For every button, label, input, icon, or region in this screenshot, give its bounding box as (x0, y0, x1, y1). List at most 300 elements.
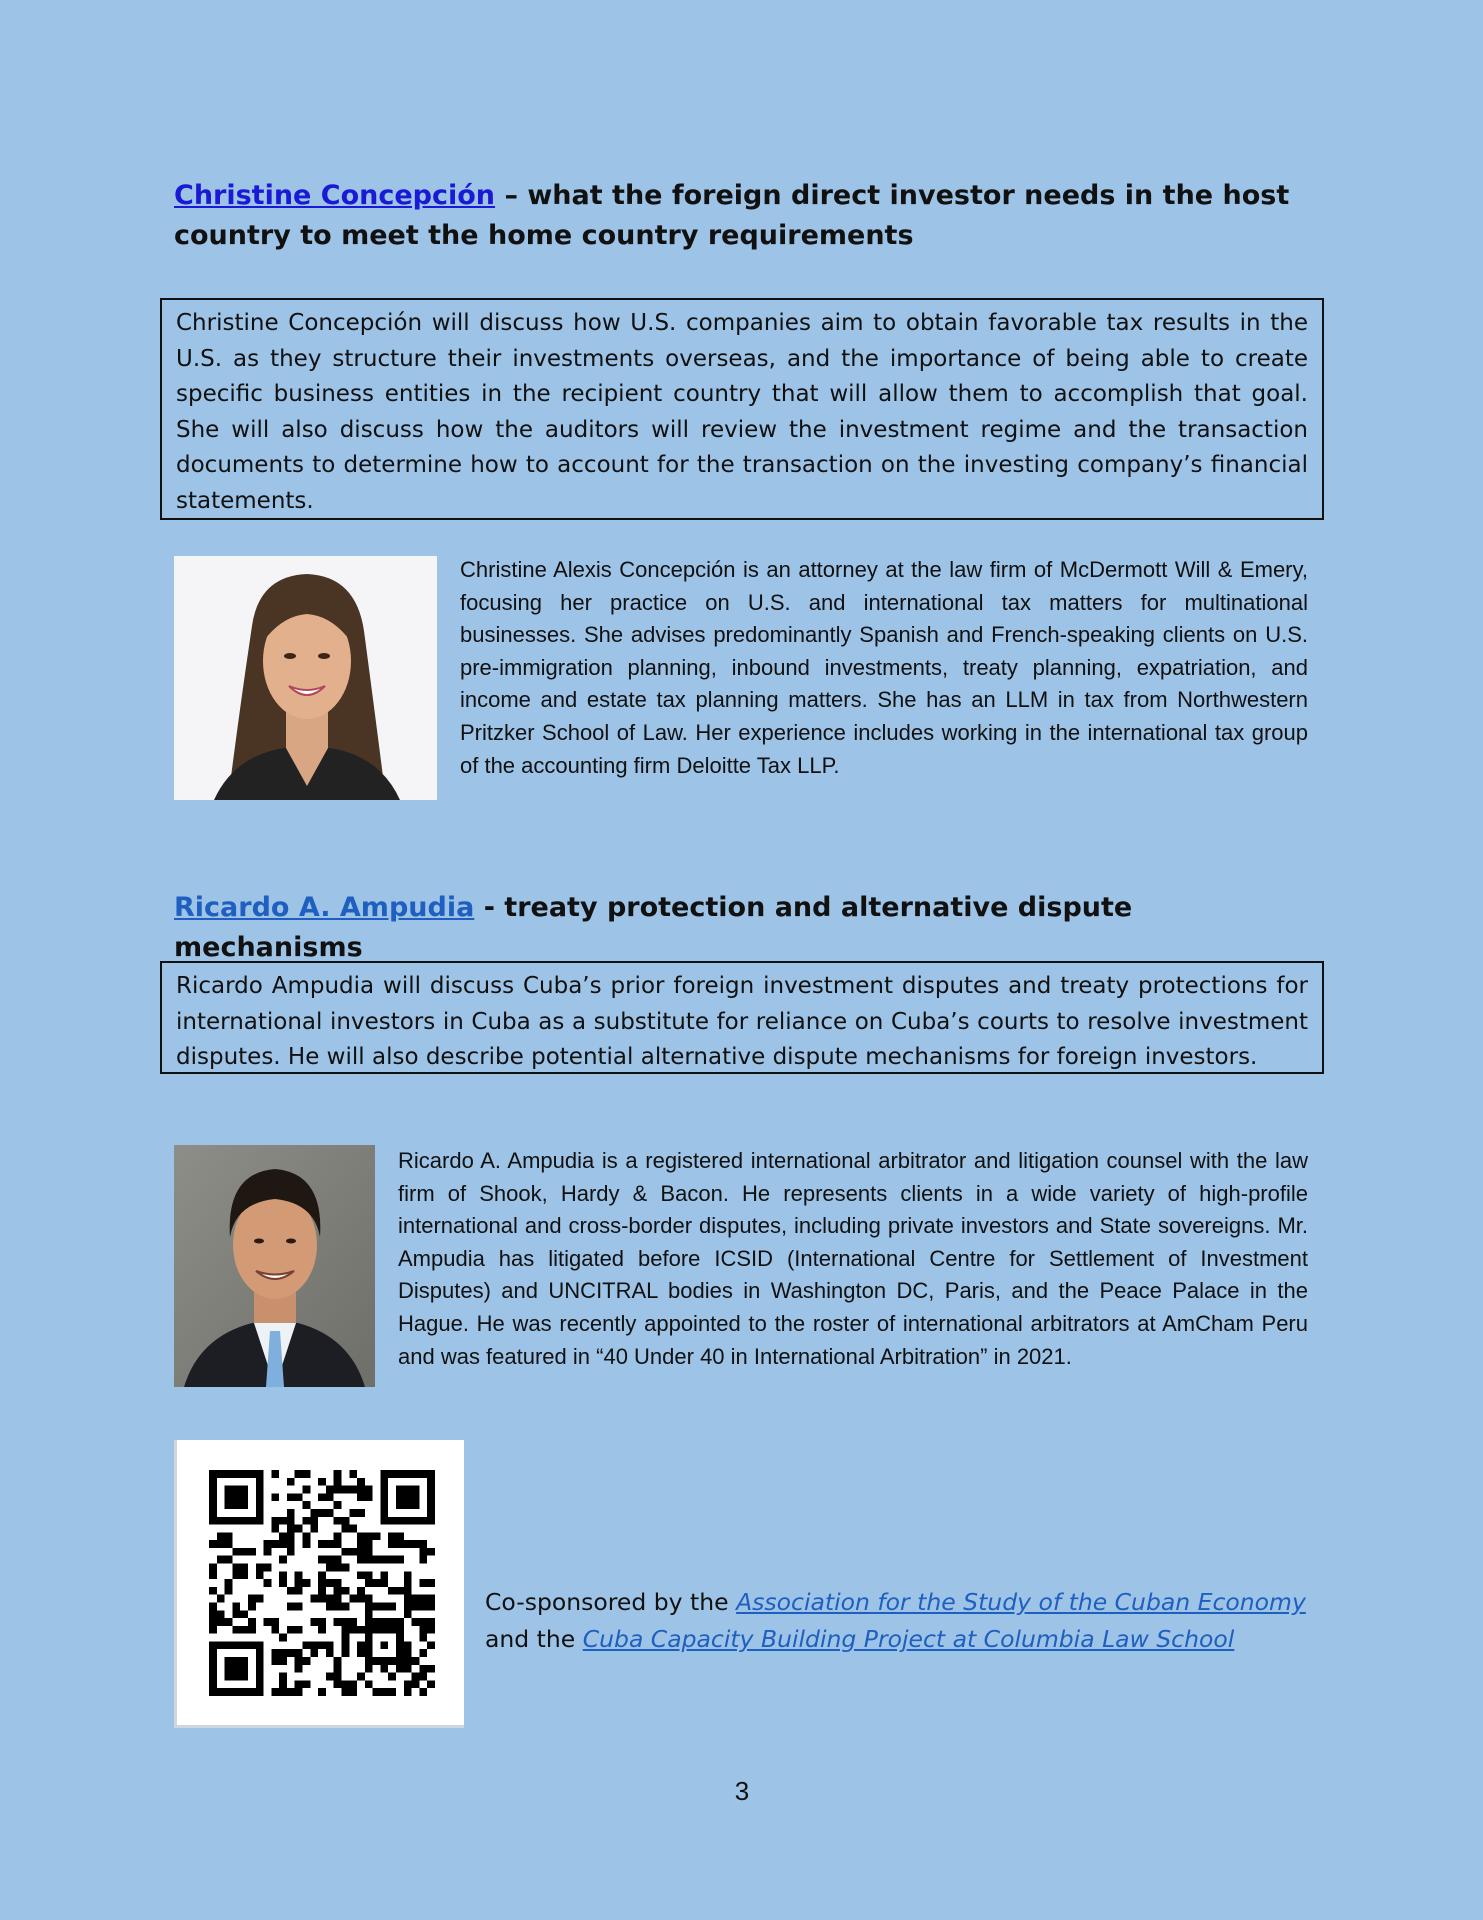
qr-module (365, 1532, 373, 1540)
qr-module (427, 1641, 435, 1649)
qr-module (404, 1571, 412, 1579)
qr-module (326, 1602, 334, 1610)
qr-module (240, 1486, 248, 1494)
qr-module (318, 1688, 326, 1696)
qr-module (256, 1649, 264, 1657)
qr-module (256, 1501, 264, 1509)
qr-module (388, 1602, 396, 1610)
qr-module (419, 1618, 427, 1626)
qr-module (287, 1525, 295, 1533)
qr-module (427, 1618, 435, 1626)
qr-module (388, 1556, 396, 1564)
qr-module (225, 1540, 233, 1548)
qr-module (209, 1641, 217, 1649)
qr-module (271, 1618, 279, 1626)
qr-module (225, 1579, 233, 1587)
qr-module (209, 1657, 217, 1665)
qr-module (427, 1579, 435, 1587)
qr-module (240, 1470, 248, 1478)
qr-module (419, 1688, 427, 1696)
qr-module (427, 1470, 435, 1478)
qr-module (341, 1641, 349, 1649)
qr-module (380, 1602, 388, 1610)
qr-module (217, 1595, 225, 1603)
qr-module (287, 1509, 295, 1517)
sponsors (485, 1584, 1325, 1658)
qr-module (349, 1509, 357, 1517)
qr-module (295, 1649, 303, 1657)
qr-module (334, 1517, 342, 1525)
qr-module (357, 1556, 365, 1564)
section1-heading (174, 176, 1314, 256)
qr-module (380, 1486, 388, 1494)
qr-module (404, 1602, 412, 1610)
qr-module (365, 1618, 373, 1626)
qr-module (404, 1657, 412, 1665)
qr-module (295, 1657, 303, 1665)
qr-module (365, 1595, 373, 1603)
qr-module (240, 1657, 248, 1665)
qr-module (419, 1556, 427, 1564)
qr-module (318, 1556, 326, 1564)
qr-module (303, 1532, 311, 1540)
qr-module (279, 1571, 287, 1579)
qr-module (232, 1501, 240, 1509)
qr-module (396, 1587, 404, 1595)
qr-module (388, 1587, 396, 1595)
qr-module (310, 1641, 318, 1649)
qr-module (256, 1595, 264, 1603)
qr-module (412, 1540, 420, 1548)
qr-module (217, 1540, 225, 1548)
qr-module (412, 1486, 420, 1494)
qr-module (217, 1517, 225, 1525)
qr-module (225, 1486, 233, 1494)
qr-module (380, 1618, 388, 1626)
qr-module (209, 1493, 217, 1501)
qr-module (427, 1595, 435, 1603)
qr-module (232, 1626, 240, 1634)
qr-module (209, 1665, 217, 1673)
qr-module (264, 1548, 272, 1556)
qr-module (412, 1493, 420, 1501)
qr-module (412, 1673, 420, 1681)
qr-module (287, 1517, 295, 1525)
qr-module (209, 1540, 217, 1548)
qr-module (256, 1470, 264, 1478)
qr-module (295, 1665, 303, 1673)
qr-module (310, 1649, 318, 1657)
qr-module (225, 1665, 233, 1673)
qr-module (240, 1501, 248, 1509)
qr-module (240, 1548, 248, 1556)
qr-module (404, 1493, 412, 1501)
qr-module (388, 1657, 396, 1665)
qr-module (349, 1548, 357, 1556)
qr-module (341, 1634, 349, 1642)
qr-module (295, 1470, 303, 1478)
qr-module (318, 1579, 326, 1587)
qr-module (404, 1587, 412, 1595)
qr-module (303, 1486, 311, 1494)
qr-module (209, 1517, 217, 1525)
qr-module (225, 1470, 233, 1478)
qr-module (427, 1517, 435, 1525)
qr-module (373, 1532, 381, 1540)
qr-module (264, 1579, 272, 1587)
section2-heading (174, 888, 1314, 968)
qr-module (209, 1626, 217, 1634)
qr-module (318, 1587, 326, 1595)
qr-module (248, 1548, 256, 1556)
qr-module (373, 1556, 381, 1564)
qr-module (396, 1486, 404, 1494)
qr-module (349, 1626, 357, 1634)
qr-module (404, 1486, 412, 1494)
qr-module (365, 1610, 373, 1618)
qr-module (225, 1556, 233, 1564)
qr-module (209, 1680, 217, 1688)
qr-module (240, 1571, 248, 1579)
sponsor-line-2 (485, 1621, 1325, 1658)
qr-module (209, 1610, 217, 1618)
qr-module (318, 1493, 326, 1501)
qr-module (427, 1486, 435, 1494)
qr-module (419, 1626, 427, 1634)
qr-module (341, 1564, 349, 1572)
qr-module (279, 1680, 287, 1688)
qr-module (396, 1657, 404, 1665)
qr-module (232, 1486, 240, 1494)
qr-module (365, 1486, 373, 1494)
sponsor-link-asce[interactable]: Association for the Study of the Cuban Economy (736, 1588, 1306, 1616)
qr-module (365, 1680, 373, 1688)
qr-module (349, 1618, 357, 1626)
qr-module (334, 1486, 342, 1494)
qr-module (326, 1493, 334, 1501)
qr-module (388, 1470, 396, 1478)
qr-module (404, 1540, 412, 1548)
qr-module (217, 1688, 225, 1696)
qr-module (248, 1470, 256, 1478)
qr-module (287, 1532, 295, 1540)
qr-module (256, 1680, 264, 1688)
qr-module (225, 1618, 233, 1626)
qr-module (419, 1602, 427, 1610)
qr-code[interactable] (174, 1440, 464, 1728)
qr-module (256, 1571, 264, 1579)
qr-module (396, 1493, 404, 1501)
qr-module (264, 1540, 272, 1548)
qr-module (318, 1618, 326, 1626)
qr-module (287, 1602, 295, 1610)
qr-module (357, 1649, 365, 1657)
qr-module (412, 1680, 420, 1688)
qr-module (295, 1587, 303, 1595)
qr-module (380, 1571, 388, 1579)
qr-module (365, 1657, 373, 1665)
qr-module (287, 1649, 295, 1657)
qr-module (310, 1525, 318, 1533)
qr-module (287, 1626, 295, 1634)
qr-module (271, 1688, 279, 1696)
qr-module (427, 1548, 435, 1556)
ricardo-photo (174, 1145, 375, 1387)
qr-module (232, 1688, 240, 1696)
qr-module (404, 1501, 412, 1509)
qr-module (232, 1657, 240, 1665)
qr-module (334, 1665, 342, 1673)
qr-module (380, 1478, 388, 1486)
qr-module (248, 1618, 256, 1626)
qr-module (396, 1532, 404, 1540)
qr-module (209, 1688, 217, 1696)
qr-module (388, 1626, 396, 1634)
qr-module (318, 1540, 326, 1548)
qr-module (256, 1657, 264, 1665)
qr-module (341, 1680, 349, 1688)
qr-module (217, 1641, 225, 1649)
qr-module (279, 1540, 287, 1548)
qr-module (404, 1517, 412, 1525)
qr-module (341, 1626, 349, 1634)
qr-module (271, 1626, 279, 1634)
christine-bio: Christine Alexis Concepción is an attorney at the law firm of McDermott Will & Emery, focusing her practice on U.S. and international tax matters for multinational businesses. She advises predominantly Spanish and French-speaking clients on U.S. pre-immigration planning, inbound investments, treaty planning, expatriation, and income and estate tax planning matters. She has an LLM in tax from Northwestern Pritzker School of Law. Her experience includes working in the international tax group of the accounting firm Deloitte Tax LLP. (460, 557, 1308, 778)
qr-module (427, 1478, 435, 1486)
qr-module (248, 1595, 256, 1603)
qr-code-icon (209, 1470, 435, 1696)
qr-module (326, 1649, 334, 1657)
qr-module (295, 1680, 303, 1688)
qr-module (240, 1517, 248, 1525)
qr-module (217, 1618, 225, 1626)
qr-module (318, 1478, 326, 1486)
qr-module (271, 1525, 279, 1533)
qr-module (357, 1595, 365, 1603)
qr-module (248, 1602, 256, 1610)
qr-module (318, 1641, 326, 1649)
qr-module (334, 1618, 342, 1626)
qr-module (240, 1665, 248, 1673)
qr-module (279, 1556, 287, 1564)
qr-module (279, 1579, 287, 1587)
qr-module (256, 1478, 264, 1486)
qr-module (256, 1665, 264, 1673)
qr-module (303, 1501, 311, 1509)
qr-module (349, 1525, 357, 1533)
qr-module (248, 1688, 256, 1696)
qr-module (295, 1493, 303, 1501)
qr-module (357, 1626, 365, 1634)
qr-module (380, 1579, 388, 1587)
qr-module (232, 1564, 240, 1572)
sponsor-middle: and the (485, 1625, 583, 1653)
qr-module (388, 1517, 396, 1525)
qr-module (232, 1548, 240, 1556)
qr-module (326, 1641, 334, 1649)
qr-module (388, 1540, 396, 1548)
qr-module (341, 1587, 349, 1595)
qr-module (404, 1610, 412, 1618)
qr-module (271, 1493, 279, 1501)
qr-module (380, 1470, 388, 1478)
qr-module (404, 1665, 412, 1673)
qr-module (209, 1564, 217, 1572)
qr-module (334, 1673, 342, 1681)
qr-module (388, 1673, 396, 1681)
qr-module (349, 1470, 357, 1478)
qr-module (380, 1517, 388, 1525)
section1-title: – what the foreign direct investor needs in the host country to meet the home country requirements (174, 180, 1290, 251)
qr-module (248, 1517, 256, 1525)
qr-module (209, 1571, 217, 1579)
qr-module (334, 1540, 342, 1548)
qr-module (349, 1486, 357, 1494)
qr-module (256, 1509, 264, 1517)
qr-module (264, 1618, 272, 1626)
qr-module (225, 1532, 233, 1540)
qr-module (279, 1673, 287, 1681)
qr-module (303, 1540, 311, 1548)
qr-module (388, 1618, 396, 1626)
qr-module (341, 1525, 349, 1533)
qr-module (318, 1595, 326, 1603)
qr-module (357, 1509, 365, 1517)
qr-module (334, 1501, 342, 1509)
qr-module (318, 1509, 326, 1517)
qr-module (412, 1657, 420, 1665)
qr-module (209, 1478, 217, 1486)
qr-module (365, 1602, 373, 1610)
qr-module (419, 1595, 427, 1603)
section1-summary-box: Christine Concepción will discuss how U.S. companies aim to obtain favorable tax results in the U.S. as they structure their investments overseas, and the importance of being able to create specific business entities in the recipient country that will allow them to accomplish that goal. She will also discuss how the auditors will review the investment regime and the transaction documents to determine how to account for the transaction on the investing company’s financial statements. (160, 298, 1324, 520)
qr-module (373, 1626, 381, 1634)
qr-module (209, 1486, 217, 1494)
qr-module (225, 1501, 233, 1509)
qr-module (303, 1680, 311, 1688)
page-number: 3 (734, 1776, 750, 1806)
qr-module (357, 1532, 365, 1540)
qr-module (271, 1517, 279, 1525)
qr-module (209, 1470, 217, 1478)
qr-module (295, 1525, 303, 1533)
qr-module (318, 1571, 326, 1579)
qr-module (334, 1587, 342, 1595)
qr-module (341, 1517, 349, 1525)
qr-module (310, 1618, 318, 1626)
qr-module (341, 1602, 349, 1610)
qr-module (365, 1641, 373, 1649)
sponsor-prefix: Co-sponsored by the (485, 1588, 737, 1616)
qr-module (334, 1579, 342, 1587)
qr-module (209, 1618, 217, 1626)
qr-module (256, 1486, 264, 1494)
qr-module (232, 1571, 240, 1579)
qr-module (419, 1540, 427, 1548)
qr-module (303, 1517, 311, 1525)
qr-module (427, 1509, 435, 1517)
qr-module (303, 1641, 311, 1649)
qr-module (349, 1595, 357, 1603)
qr-module (303, 1470, 311, 1478)
qr-module (412, 1595, 420, 1603)
qr-module (287, 1688, 295, 1696)
sponsor-link-columbia[interactable]: Cuba Capacity Building Project at Columbia Law School (582, 1625, 1235, 1653)
qr-module (373, 1579, 381, 1587)
qr-module (209, 1673, 217, 1681)
speaker-link-ricardo[interactable]: Ricardo A. Ampudia (174, 892, 475, 923)
qr-module (357, 1540, 365, 1548)
qr-module (271, 1649, 279, 1657)
qr-module (365, 1665, 373, 1673)
qr-module (217, 1532, 225, 1540)
qr-module (419, 1517, 427, 1525)
qr-module (209, 1509, 217, 1517)
qr-module (404, 1688, 412, 1696)
qr-module (357, 1587, 365, 1595)
qr-module (396, 1649, 404, 1657)
qr-module (427, 1501, 435, 1509)
qr-module (326, 1579, 334, 1587)
qr-module (404, 1680, 412, 1688)
qr-module (396, 1618, 404, 1626)
qr-module (357, 1673, 365, 1681)
qr-module (232, 1665, 240, 1673)
qr-module (334, 1657, 342, 1665)
qr-module (279, 1517, 287, 1525)
qr-module (380, 1665, 388, 1673)
qr-module (341, 1688, 349, 1696)
qr-module (240, 1688, 248, 1696)
qr-module (412, 1517, 420, 1525)
qr-module (357, 1571, 365, 1579)
qr-module (365, 1556, 373, 1564)
qr-module (404, 1470, 412, 1478)
qr-module (232, 1493, 240, 1501)
qr-module (271, 1540, 279, 1548)
qr-module (380, 1626, 388, 1634)
qr-module (373, 1657, 381, 1665)
qr-module (396, 1626, 404, 1634)
section2-title: - treaty protection and alternative dispute mechanisms (174, 892, 1133, 963)
qr-module (310, 1509, 318, 1517)
qr-module (240, 1641, 248, 1649)
qr-module (365, 1571, 373, 1579)
qr-module (419, 1548, 427, 1556)
qr-module (373, 1688, 381, 1696)
qr-module (256, 1673, 264, 1681)
qr-module (279, 1649, 287, 1657)
qr-module (279, 1688, 287, 1696)
qr-module (365, 1626, 373, 1634)
qr-module (341, 1649, 349, 1657)
qr-module (256, 1517, 264, 1525)
qr-module (287, 1493, 295, 1501)
qr-module (419, 1665, 427, 1673)
qr-module (419, 1579, 427, 1587)
qr-module (396, 1634, 404, 1642)
qr-module (295, 1571, 303, 1579)
qr-module (256, 1688, 264, 1696)
qr-module (248, 1626, 256, 1634)
qr-module (341, 1618, 349, 1626)
qr-module (427, 1626, 435, 1634)
speaker-link-christine[interactable]: Christine Concepción (174, 180, 496, 211)
qr-module (412, 1602, 420, 1610)
qr-module (225, 1673, 233, 1681)
qr-module (326, 1595, 334, 1603)
qr-module (217, 1556, 225, 1564)
